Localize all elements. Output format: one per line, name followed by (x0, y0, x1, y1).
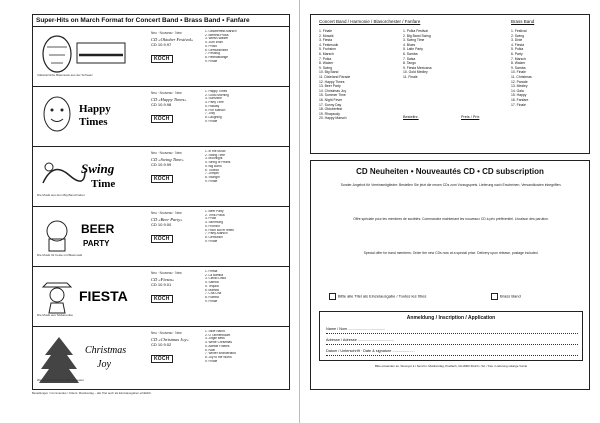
order-title: CD Neuheiten • Nouveautés CD • CD subscription (356, 167, 544, 176)
list-item: 19. Rhapsody (319, 111, 340, 116)
cd-info (151, 211, 203, 245)
list-item: 4. Fiesta (511, 42, 525, 47)
list-item: 9. Swing (319, 65, 333, 70)
list-item: 4. Blues (403, 42, 416, 47)
cd-info (151, 91, 203, 125)
list-item: 2. Mosaik (319, 33, 334, 38)
catalog-row (33, 147, 289, 207)
concert-band-checkbox[interactable] (329, 293, 426, 300)
right-page (300, 0, 600, 423)
list-item: 11. Dixieland Parade (319, 74, 351, 79)
catalog-footnote: Bestellungen / Commandes / Orders: Musikverlag – alle Titel auch als Einzelausgaben erhältlich. (32, 391, 152, 395)
list-item: 20. Happy Marsch (319, 116, 347, 121)
list-item: 10. Gold Medley (403, 70, 428, 75)
list-item: 1. Polka Festival (403, 29, 428, 33)
cd-description: Neu · Nouveau · New (151, 31, 182, 35)
svg-text:PARTY: PARTY (83, 239, 110, 248)
catalog-row (33, 27, 289, 87)
cd-description: Neu · Nouveau · New (151, 271, 182, 275)
cd-number: CD 10.9.97 (151, 42, 172, 47)
list-item: 7. Salsa (403, 56, 416, 61)
cd-info (151, 331, 203, 365)
list-item: 10. Big Band (319, 70, 339, 75)
order-number-header: Bestellnr. (403, 115, 419, 119)
list-item: 13. Beer Party (319, 84, 341, 89)
koch-brand-logo: KOCH (151, 355, 173, 363)
list-item: 15. Summer Time (319, 93, 346, 98)
list-item: 5. Polka (511, 47, 524, 52)
svg-text:Happy: Happy (79, 103, 111, 115)
list-item: 16. Night Fever (319, 97, 343, 102)
oktoberfest-logo-icon (39, 33, 129, 75)
track-list: 1. In the Mood 2. Swing Time 3. Moonlight 4. String of Pearls 5. Big Band 6. Tuxedo 7. Jumpin' 8. Swingin' 9. Finale (205, 150, 231, 183)
koch-brand-logo: KOCH (151, 295, 173, 303)
list-item: 5. Frohsinn (319, 47, 336, 52)
brass-band-checkbox[interactable] (491, 293, 521, 300)
list-item: 5. Latin Party (403, 47, 423, 52)
cd-number: CD 10.9.99 (151, 162, 172, 167)
list-item: 3. Fiesta (319, 38, 333, 43)
swing-time-logo-icon (39, 153, 129, 195)
cd-title: CD «Christmas Joy» (151, 337, 189, 342)
list-item: 3. Dixie (511, 38, 523, 43)
koch-brand-logo: KOCH (151, 235, 173, 243)
row-caption: Volkstümliche Blasmusik aus der Schweiz (37, 73, 93, 77)
list-item: 17. Sunny Day (319, 102, 342, 107)
list-item: 9. Samba (511, 65, 526, 70)
row-caption: Weihnachtsmusik für Blasorchester (37, 378, 84, 382)
svg-text:Joy: Joy (97, 359, 111, 370)
list-item: 2. Big Band Swing (403, 33, 431, 38)
koch-brand-logo: KOCH (151, 55, 173, 63)
concert-band-header: Concert Band / Harmonie / Blasorchester / Fanfare (319, 19, 421, 24)
list-item: 14. Christmas Joy (319, 88, 347, 93)
cd-number: CD 10.9.00 (151, 222, 172, 227)
checkbox-icon[interactable] (329, 293, 336, 300)
catalog-row (33, 267, 289, 327)
list-item: 18. Oktoberfest (319, 107, 343, 112)
form-title: Anmeldung / Inscription / Application (406, 315, 496, 321)
list-item: 1. Festival (511, 29, 527, 33)
list-item: 15. Happy (511, 93, 527, 98)
concert-band-list-2 (403, 29, 431, 80)
svg-text:FIESTA: FIESTA (79, 288, 128, 304)
cd-title: CD «Oktober Festival» (151, 37, 194, 42)
list-item: 7. Marsch (511, 56, 526, 61)
cd-number: CD 10.9.01 (151, 282, 172, 287)
list-item: 8. Walzer (319, 61, 334, 66)
concert-band-list (319, 29, 350, 121)
catalog-row (33, 207, 289, 267)
row-caption: Die Musik aus dem Big Band Fieber (37, 193, 85, 197)
list-item: 14. Gala (511, 88, 524, 93)
checkbox-label: Brass Band (500, 293, 521, 299)
row-caption: Die Musik für Feste mit Blasmusik (37, 253, 83, 257)
french-text: Offre spéciale pour les membres de sociétés: Commandez maintenant les nouveaux CD à prix préférentiel. Livraison dès parution. (353, 217, 549, 221)
cd-number: CD 10.9.98 (151, 102, 172, 107)
order-section (310, 160, 590, 390)
list-item: 7. Polka (319, 56, 332, 61)
catalog-row (33, 327, 289, 391)
cd-title: CD «Swing Time» (151, 157, 184, 162)
list-item: 11. Finale (403, 74, 418, 79)
list-item: 17. Finale (511, 102, 526, 107)
cd-number: CD 10.9.02 (151, 342, 172, 347)
row-caption: Die Musik aus Südamerika (37, 313, 73, 317)
catalog-header: Super-Hits on March Format for Concert Band • Brass Band • Fanfare (33, 15, 289, 27)
track-list: 1. Beer Party 2. Trink-Polka 3. Prost 4. Stimmung 5. Fröhlich 6. Hoch soll er leben 7. Party-Marsch 8. Gemütlich 9. Finale (205, 210, 235, 243)
cd-info (151, 271, 203, 305)
price-header: Preis / Prix (461, 115, 480, 119)
list-item: 12. Parade (511, 79, 528, 84)
catalog-frame (32, 14, 290, 390)
beer-party-logo-icon (39, 213, 129, 255)
cd-description: Neu · Nouveau · New (151, 91, 182, 95)
track-list: 1. Happy Times 2. Good Morning 3. Sunshine 4. Party Time 5. Holiday 6. Fun Marsch 7. Jolly 8. Laughing 9. Finale (205, 90, 229, 123)
german-text: Sonder-Angebot für Vereinsmitglieder: Bestellen Sie jetzt die neuen CDs zum Vorzugspreis. Lieferung nach Erscheinen, Versandkosten inbegriffen. (340, 183, 562, 187)
list-item: 6. Samba (403, 51, 418, 56)
koch-brand-logo: KOCH (151, 175, 173, 183)
cd-title: CD «Fiesta» (151, 277, 175, 282)
list-item: 12. Happy Times (319, 79, 345, 84)
happy-times-logo-icon (39, 93, 129, 135)
repertoire-table (310, 14, 590, 154)
track-list: 1. Fiesta 2. La Bamba 3. Cielito Lindo 4. Samba 5. Tequila 6. Mambo 7. Cha Cha 8. Rumba 9. Finale (205, 270, 227, 303)
cd-description: Neu · Nouveau · New (151, 211, 182, 215)
track-list: 1. Oktoberfest-Marsch 2. Bierfest-Polka 3. Wiesn-Walzer 4. Zum Wohl 5. Prosit 6. Gemütlichkeit 7. Festzug 8. Heimatklänge 9. Finale (205, 30, 237, 63)
cd-info (151, 31, 203, 65)
list-item: 2. Swing (511, 33, 525, 38)
brass-band-header: Brass Band (511, 19, 535, 24)
koch-brand-logo: KOCH (151, 115, 173, 123)
list-item: 13. Medley (511, 84, 528, 89)
cd-title: CD «Beer Party» (151, 217, 183, 222)
list-item: 16. Fanfare (511, 97, 529, 102)
list-item: 11. Christmas (511, 74, 532, 79)
track-list: 1. Stille Nacht 2. O Tannenbaum 3. Jingle Bells 4. White Christmas 5. Adeste Fideles 6. Noël 7. Winter Wonderland 8. Joy to the World 9. Finale (205, 330, 236, 363)
list-item: 10. Finale (511, 70, 526, 75)
list-item: 8. Walzer (511, 61, 526, 66)
cd-description: Neu · Nouveau · New (151, 151, 182, 155)
list-item: 8. Tango (403, 61, 416, 66)
svg-text:Christmas: Christmas (85, 345, 127, 356)
svg-text:BEER: BEER (81, 222, 115, 236)
address-field[interactable]: Adresse / Adresse .................................. (326, 337, 578, 345)
order-footer: Bitte einsenden an / Envoyer à / Send to: Musikverlag, Postfach, CH-8000 Zürich • Tel. / Fax • Lieferung solange Vorrat (374, 364, 528, 368)
list-item: 6. Marsch (319, 51, 334, 56)
cd-title: CD «Happy Times» (151, 97, 187, 102)
application-form (319, 311, 583, 361)
cd-description: Neu · Nouveau · New (151, 331, 182, 335)
brass-band-list (511, 29, 532, 107)
cd-info (151, 151, 203, 185)
svg-text:Time: Time (91, 178, 116, 190)
fiesta-logo-icon (39, 273, 129, 315)
svg-text:Swing: Swing (81, 161, 115, 176)
catalog-row (33, 87, 289, 147)
checkbox-label: Bitte alle Titel als Einzelausgabe / Toutes les titres (338, 293, 427, 299)
list-item: 4. Festmusik (319, 42, 339, 47)
list-item: 6. Party (511, 51, 523, 56)
list-item: 1. Finale (319, 29, 333, 33)
signature-field[interactable]: Datum / Unterschrift · Date & signature ..................... (326, 348, 578, 356)
svg-text:Times: Times (79, 116, 108, 128)
list-item: 9. Fiesta Mexicana (403, 65, 432, 70)
list-item: 3. Swing Time (403, 38, 425, 43)
name-field[interactable]: Name / Nom ................................... (326, 326, 578, 334)
checkbox-icon[interactable] (491, 293, 498, 300)
english-text: Special offer for band members: Order the new CDs now at a special price. Delivery upon release, postage included. (363, 251, 539, 255)
